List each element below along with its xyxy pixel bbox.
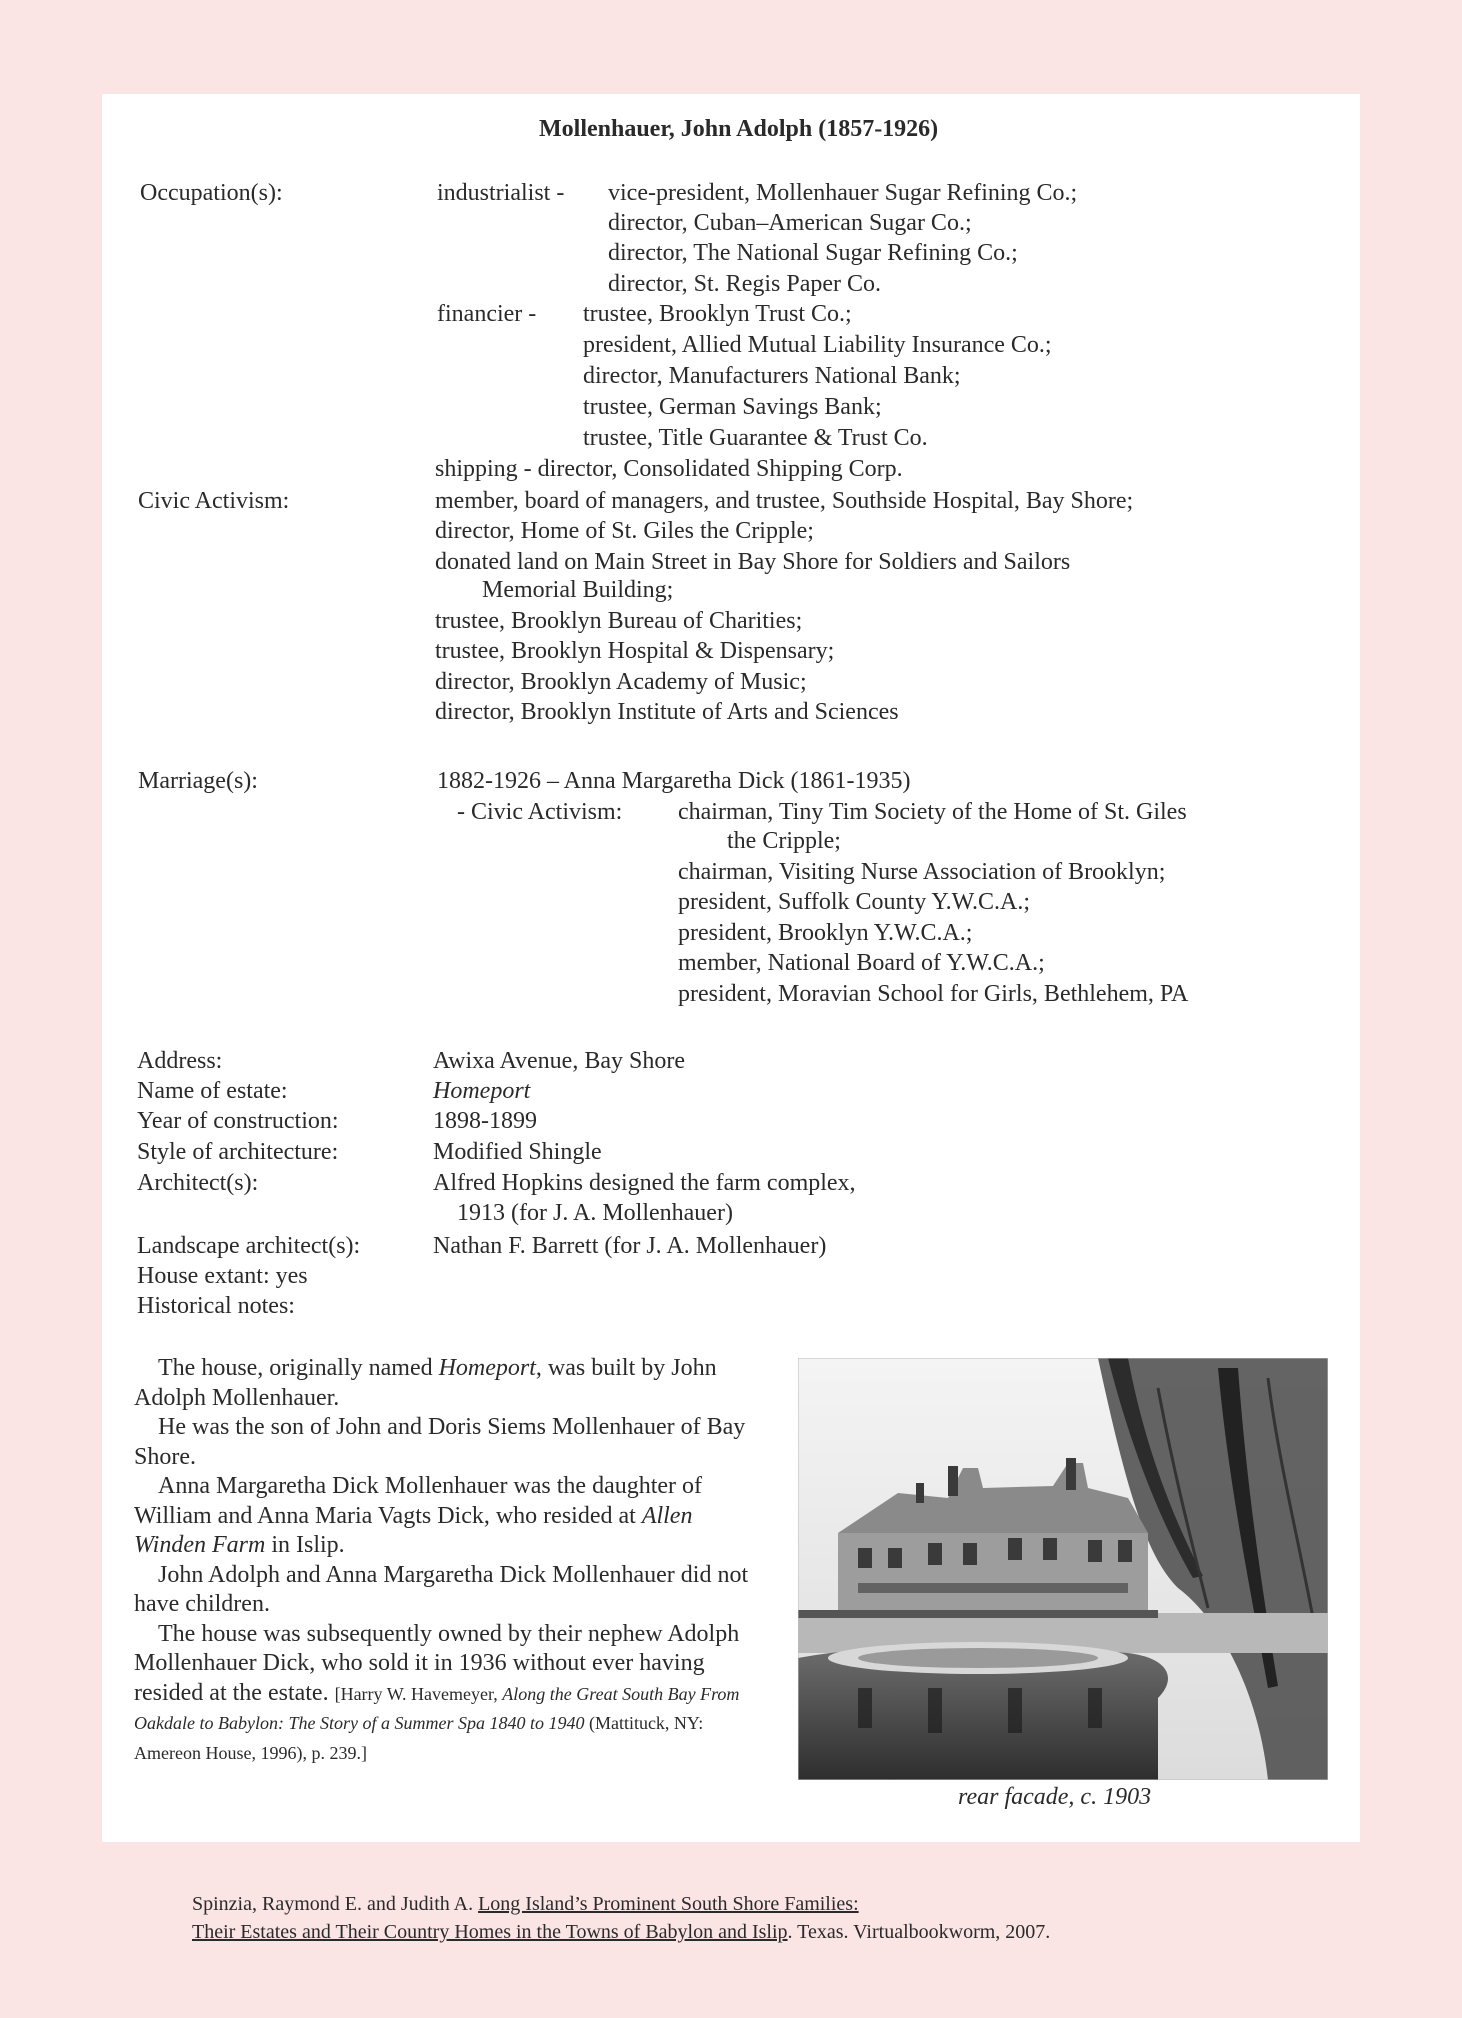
photo-caption: rear facade, c. 1903: [958, 1784, 1152, 1810]
notes-paragraph: The house, originally named Homeport, was built by John Adolph Mollenhauer.: [134, 1355, 717, 1411]
spouse-civic-line: member, National Board of Y.W.C.A.;: [678, 950, 1045, 976]
architect-value-cont: 1913 (for J. A. Mollenhauer): [457, 1200, 733, 1226]
label-estate-name: Name of estate:: [137, 1078, 288, 1104]
citation: [Harry W. Havemeyer, Along the Great South Bay From Oakdale to Babylon: The Story of a Summer Spa 1840 to 1940 (Mattituck, NY: Amereon House, 1996), p. 239.]: [134, 1683, 740, 1763]
style-value: Modified Shingle: [433, 1139, 602, 1165]
shipping-line: shipping - director, Consolidated Shipping Corp.: [435, 456, 903, 482]
label-marriage: Marriage(s):: [138, 768, 258, 794]
spouse-civic-line: chairman, Tiny Tim Society of the Home of St. Giles: [678, 799, 1187, 825]
spouse-civic-line: president, Moravian School for Girls, Bethlehem, PA: [678, 981, 1189, 1007]
notes-paragraph: Anna Margaretha Dick Mollenhauer was the daughter of William and Anna Maria Vagts Dick, who resided at Allen Winden Farm in Islip.: [134, 1473, 703, 1558]
document-page: [102, 94, 1360, 1842]
financier-label: financier -: [437, 301, 537, 327]
civic-line: trustee, Brooklyn Bureau of Charities;: [435, 608, 803, 634]
spouse-civic-line: chairman, Visiting Nurse Association of Brooklyn;: [678, 859, 1166, 885]
marriage-line: 1882-1926 – Anna Margaretha Dick (1861-1935): [437, 768, 911, 794]
spouse-civic-line: the Cripple;: [727, 828, 841, 854]
year-value: 1898-1899: [433, 1108, 537, 1134]
label-landscape-architect: Landscape architect(s):: [137, 1233, 361, 1259]
label-civic-activism: Civic Activism:: [138, 488, 290, 514]
house-photo: [798, 1358, 1328, 1780]
occupation-line: vice-president, Mollenhauer Sugar Refining Co.;: [608, 180, 1078, 206]
occupation-line: director, The National Sugar Refining Co.;: [608, 240, 1018, 266]
label-architect: Architect(s):: [137, 1170, 259, 1196]
occupation-line: director, Manufacturers National Bank;: [583, 363, 961, 389]
source-citation: [192, 1890, 1050, 1946]
civic-line: trustee, Brooklyn Hospital & Dispensary;: [435, 638, 835, 664]
estate-name-value: Homeport: [433, 1078, 531, 1104]
occupation-line: trustee, German Savings Bank;: [583, 394, 882, 420]
notes-paragraph: The house was subsequently owned by their nephew Adolph Mollenhauer Dick, who sold it in 1936 without ever having resided at the estate. [Harry W. Havemeyer, Along the Great South Bay From Oakdale to Babylon: The Story of a Summer Spa 1840 to 1940 (Mattituck, NY: Amereon House, 1996), p. 239.]: [134, 1620, 740, 1763]
label-occupation: Occupation(s):: [140, 180, 283, 206]
landscape-architect-value: Nathan F. Barrett (for J. A. Mollenhauer): [433, 1233, 827, 1259]
civic-line: director, Home of St. Giles the Cripple;: [435, 518, 814, 544]
label-year: Year of construction:: [137, 1108, 339, 1134]
occupation-line: director, Cuban–American Sugar Co.;: [608, 210, 972, 236]
occupation-line: president, Allied Mutual Liability Insurance Co.;: [583, 332, 1052, 358]
architect-value: Alfred Hopkins designed the farm complex,: [433, 1170, 856, 1196]
occupation-line: director, St. Regis Paper Co.: [608, 271, 881, 297]
spouse-civic-line: president, Brooklyn Y.W.C.A.;: [678, 920, 973, 946]
notes-paragraph: He was the son of John and Doris Siems Mollenhauer of Bay Shore.: [134, 1414, 746, 1470]
civic-line: donated land on Main Street in Bay Shore for Soldiers and Sailors: [435, 549, 1071, 575]
spouse-civic-line: president, Suffolk County Y.W.C.A.;: [678, 889, 1031, 915]
citation-line-1: Spinzia, Raymond E. and Judith A. Long Island’s Prominent South Shore Families:: [192, 1893, 859, 1915]
civic-line: director, Brooklyn Academy of Music;: [435, 669, 807, 695]
notes-paragraph: John Adolph and Anna Margaretha Dick Mollenhauer did not have children.: [134, 1561, 749, 1617]
label-house-extant: House extant: yes: [137, 1263, 308, 1289]
industrialist-label: industrialist -: [437, 180, 565, 206]
page-title: Mollenhauer, John Adolph (1857-1926): [539, 116, 939, 142]
label-style: Style of architecture:: [137, 1139, 339, 1165]
address-value: Awixa Avenue, Bay Shore: [433, 1048, 685, 1074]
label-address: Address:: [137, 1048, 223, 1074]
historical-notes: [134, 1354, 754, 1767]
occupation-line: trustee, Title Guarantee & Trust Co.: [583, 425, 928, 451]
civic-line: Memorial Building;: [482, 577, 674, 603]
spouse-civic-label: - Civic Activism:: [457, 799, 623, 825]
civic-line: member, board of managers, and trustee, Southside Hospital, Bay Shore;: [435, 488, 1134, 514]
civic-line: director, Brooklyn Institute of Arts and Sciences: [435, 699, 899, 725]
label-historical-notes: Historical notes:: [137, 1293, 295, 1319]
occupation-line: trustee, Brooklyn Trust Co.;: [583, 301, 852, 327]
citation-line-2: Their Estates and Their Country Homes in the Towns of Babylon and Islip. Texas. Virtualbookworm, 2007.: [192, 1921, 1051, 1943]
